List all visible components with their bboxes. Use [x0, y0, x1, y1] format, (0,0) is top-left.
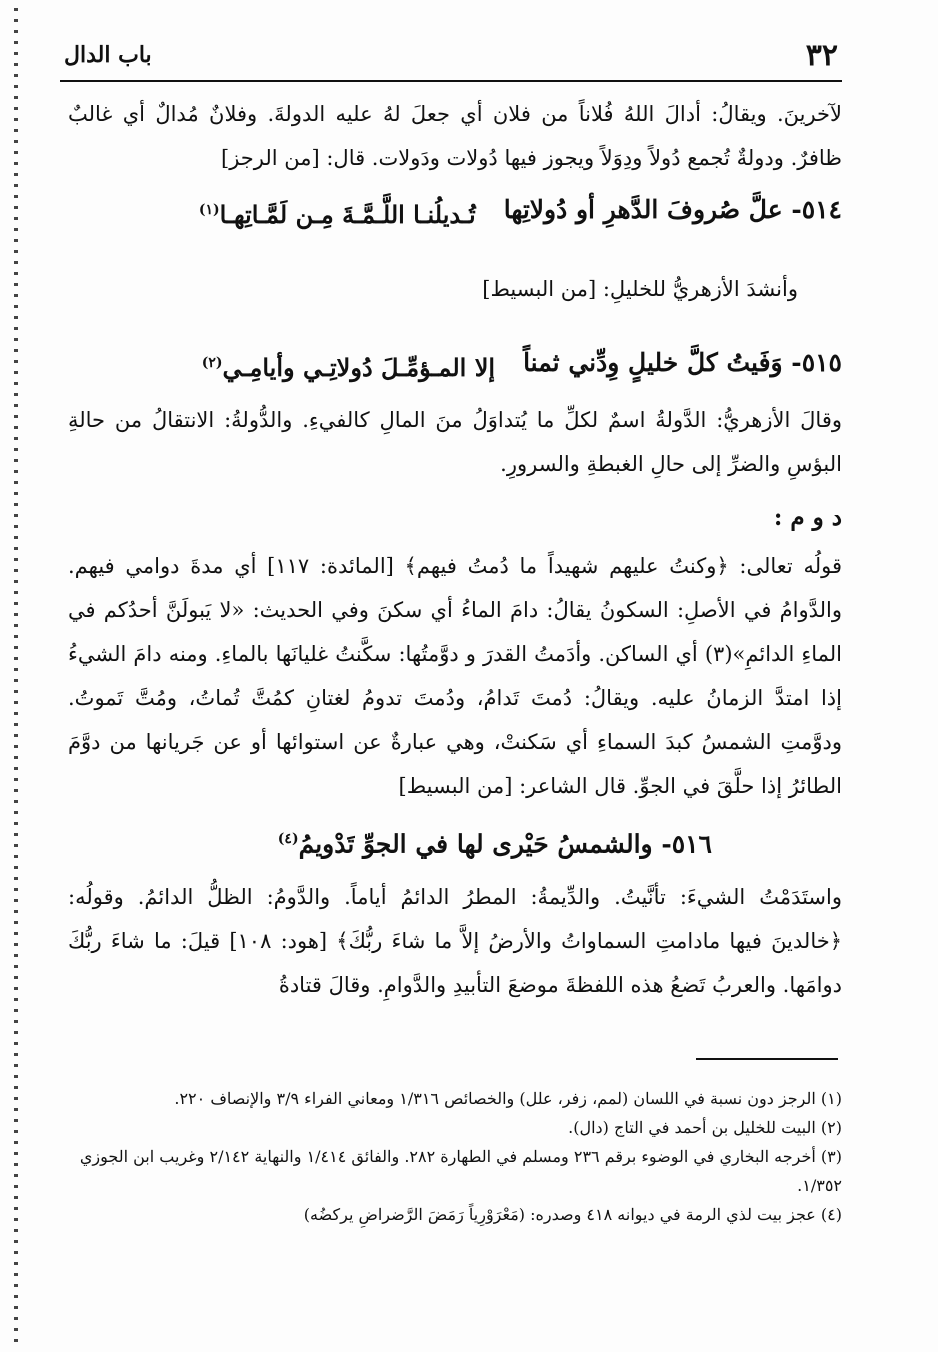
paragraph-1: لآخرينَ. ويقالُ: أدالَ اللهُ فُلاناً من فلان أي جعلَ لهُ عليه الدولةَ. وفلانٌ مُدالٌ أي غالبٌ ظافرٌ. ودولةٌ تُجمع دُولاً ودِوَلاً ويجوز فيها دُولات ودَولات. قال: [من الرجز]: [68, 102, 842, 170]
page-number: ٣٢: [805, 38, 838, 73]
footnote-number: (٤): [820, 1205, 842, 1224]
verse-514-first-hemistich: ٥١٤- علَّ صُروفَ الدَّهرِ أو دُولاتِها: [503, 195, 842, 224]
footnote-rule: [696, 1058, 838, 1060]
scan-edge-dots: [14, 8, 18, 1344]
verse-516-text: ٥١٦- والشمسُ حَيْرى لها في الجوِّ تَدْويمُ: [298, 829, 712, 859]
paragraph-5: واستَدَمْتُ الشيءَ: تأنَّيتُ. والدِّيمةُ: المطرُ الدائمُ أياماً. والدَّومُ: الظلُّ الدائمُ. وقولُه: ﴿خالدينَ فيها مادامتِ السماواتُ والأرضُ إلاَّ ما شاءَ ربُّكَ﴾ [هود: ١٠٨] قيلَ: ما شاءَ ربُّكَ دوامَها. والعربُ تَضعُ هذه اللفظةَ موضعَ التأبيدِ والدَّوامِ. وقالَ قتادةُ: [68, 885, 843, 998]
verse-515: [68, 333, 842, 398]
paragraph-2: وأنشدَ الأزهريُّ للخليلِ: [من البسيط]: [482, 277, 798, 301]
verse-515-second-hemistich: [202, 333, 495, 398]
footnotes: [68, 1084, 842, 1229]
footnote-number: (٣): [820, 1147, 842, 1166]
verse-515-second-text: إلا المـؤمِّـلَ دُولاتِـي وأيامِـي: [222, 353, 496, 382]
footnote-text: الرجز دون نسبة في اللسان (لمم، زفر، علل) والخصائص ١/٣١٦ ومعاني الفراء ٣/٩ والإنصاف ٢٢٠.: [174, 1089, 816, 1108]
footnote-ref-1: (١): [198, 202, 220, 218]
paragraph-3: وقالَ الأزهريُّ: الدَّولةُ اسمٌ لكلِّ ما يُتداوَلُ منَ المالِ كالفيءِ. والدُّولةُ: الانتقالُ من حالةِ البؤسِ والضرِّ إلى حالِ الغبطةِ والسرورِ.: [68, 408, 842, 476]
footnote-text: عجز بيت لذي الرمة في ديوانه ٤١٨ وصدره: (مَعْرَوْرِياً رَمَضَ الرَّضراضِ يركضُه): [303, 1205, 816, 1224]
page-header: [64, 38, 838, 74]
footnote-2: [68, 1113, 842, 1142]
footnote-number: (٢): [820, 1118, 842, 1137]
footnote-ref-2: (٢): [201, 355, 223, 371]
entry-heading: د و م :: [773, 504, 842, 531]
verse-516: [68, 808, 842, 875]
footnote-number: (١): [820, 1089, 842, 1108]
footnote-1: [68, 1084, 842, 1113]
header-rule: [60, 80, 842, 82]
verse-515-first-hemistich: ٥١٥- وَفَيتُ كلَّ خليلٍ وِدِّني ثمناً: [523, 348, 842, 377]
footnote-4: [68, 1200, 842, 1229]
verse-514: [68, 180, 842, 245]
footnote-text: أخرجه البخاري في الوضوء برقم ٢٣٦ ومسلم في الطهارة ٢٨٢. والفائق ١/٤١٤ والنهاية ٢/١٤٢ وغريب ابن الجوزي ١/٣٥٢.: [79, 1147, 842, 1195]
footnote-ref-4: (٤): [277, 831, 299, 847]
verse-514-second-hemistich: [199, 180, 476, 245]
paragraph-4: قولُه تعالى: ﴿وكنتُ عليهم شهيداً ما دُمتُ فيهم﴾ [المائدة: ١١٧] أي مدةَ دوامي فيهم. والدَّوامُ في الأصلِ: السكونُ يقالُ: دامَ الماءُ أي سكنَ وفي الحديث: «لا يَبولَنَّ أحدُكم في الماءِ الدائمِ»(٣) أي الساكن. وأدَمتُ القدرَ و دوَّمتُها: سكَّنتُ غليانَها بالماءِ. ومنه دامَ الشيءُ إذا امتدَّ الزمانُ عليه. ويقالُ: دُمتَ تَدامُ، ودُمتَ تدومُ لغتانِ كمُتَّ تُماتُ، ومُتَّ تَموتُ. ودوَّمتِ الشمسُ كبدَ السماءِ أي سَكنتْ، وهي عبارةٌ عن استوائها أو عن جَريانها من دوَّمَ الطائرُ إذا حلَّقَ في الجوِّ. قال الشاعر: [من البسيط]: [68, 554, 843, 798]
footnote-text: البيت للخليل بن أحمد في التاج (دال).: [568, 1118, 816, 1137]
footnote-3: [68, 1142, 842, 1200]
verse-514-second-text: تُـديلُنـا اللَّـمَّـةَ مِـن لَمَّـاتِهـا: [219, 200, 476, 229]
page-body: [68, 92, 842, 1007]
chapter-title: باب الدال: [64, 42, 152, 68]
